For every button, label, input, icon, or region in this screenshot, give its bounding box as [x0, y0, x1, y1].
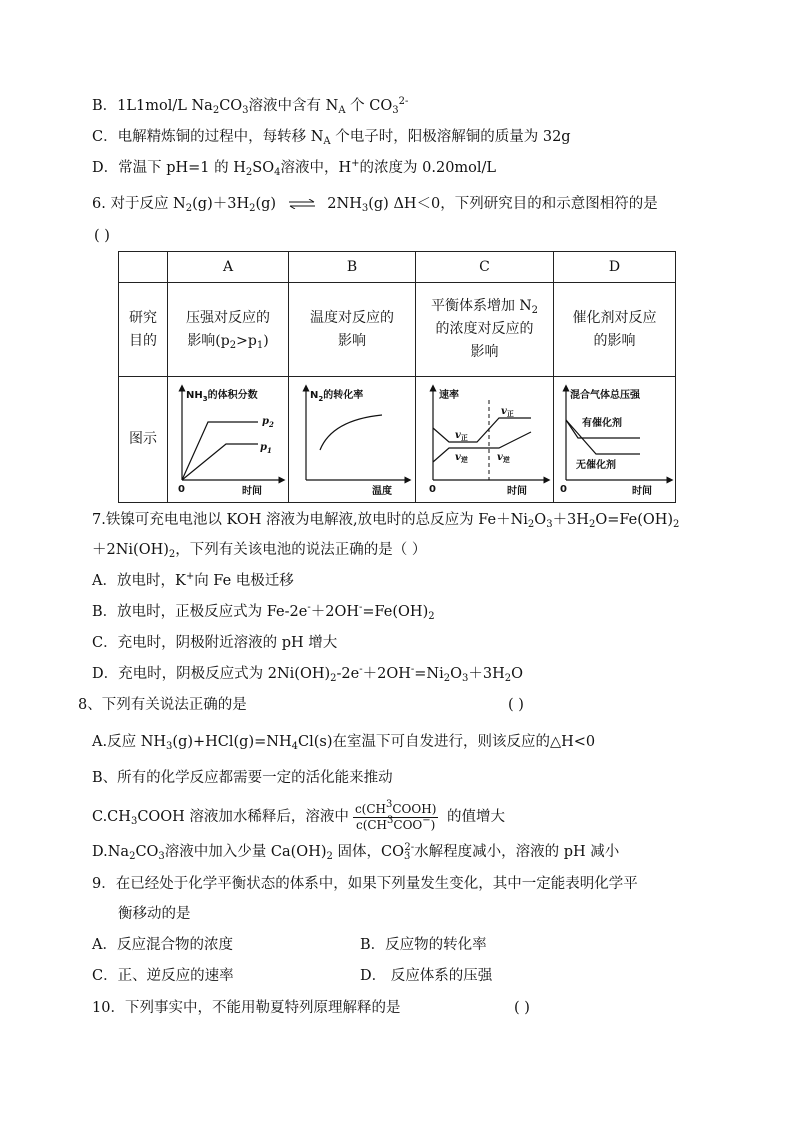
table-header-d: D [554, 252, 676, 283]
purpose-c: 平衡体系增加 $N_2$ 的浓度对反应的 影响 [416, 283, 554, 377]
svg-text:速率: 速率 [438, 389, 459, 401]
q10-answer-paren: ( ) [514, 1000, 530, 1016]
q7-stem-line1: 7.铁镍可充电电池以 KOH 溶液为电解液,放电时的总反应为 $Fe+Ni_2O_3+3H_2O=Fe(OH)_2$ [92, 512, 680, 530]
q9-option-a: A．反应混合物的浓度 [92, 937, 233, 953]
purpose-a: 压强对反应的 影响$(p_2>p_1)$ [168, 283, 289, 377]
figure-c [416, 377, 554, 503]
svg-text:0: 0 [559, 483, 567, 495]
svg-text:v逆: $v_逆$ [496, 451, 510, 464]
q5-option-c: C．电解精炼铜的过程中，每转移 $N_A$ 个电子时，阳极溶解铜的质量为 32g [92, 129, 571, 147]
q9-option-c: C．正、逆反应的速率 [92, 968, 234, 984]
svg-text:0: 0 [178, 483, 185, 495]
q7-option-d: D．充电时，阴极反应式为 $2Ni(OH)_2-2e^-+2OH^-=Ni_2O_3+3H_2O$ [92, 664, 524, 684]
figure-a-graph [170, 380, 286, 500]
q6-answer-paren: ( ) [94, 228, 110, 244]
svg-text:p1: $p_1$ [260, 441, 272, 455]
svg-text:有催化剂: 有催化剂 [581, 417, 622, 429]
svg-text:时间: 时间 [506, 485, 527, 497]
q7-option-c: C．充电时，阴极附近溶液的 pH 增大 [92, 635, 338, 651]
forward-rate-line [433, 418, 531, 442]
q8-option-c: $C.CH_3COOH$ 溶液加水稀释后，溶液中 $\frac{c(CH^3COOH)}{c(CH^3COO^-)}$ 的值增大 [92, 798, 505, 832]
svg-text:无催化剂: 无催化剂 [575, 459, 616, 471]
q8-option-a: A.反应 $NH_3(g)+HCl(g)=NH_4Cl(s)$在室温下可自发进行，则该反应的△H<0 [92, 734, 596, 752]
q9-stem-line1: 9．在已经处于化学平衡状态的体系中，如果下列量发生变化，其中一定能表明化学平 [92, 876, 638, 892]
table-header-c: C [416, 252, 554, 283]
q9-option-d: D． 反应体系的压强 [360, 968, 493, 984]
svg-text:0: 0 [428, 483, 436, 495]
figure-d [554, 377, 676, 503]
purpose-d: 催化剂对反应 的影响 [554, 283, 676, 377]
q5-option-b: B．1L1mol/L $Na_2CO_3$溶液中含有 $N_A$ 个 $CO_3^{2-}$ [92, 96, 409, 116]
q8-answer-paren: ( ) [508, 697, 524, 713]
figure-c-graph [419, 380, 551, 500]
equilibrium-arrow-icon [287, 199, 317, 209]
q7-option-a: A．放电时，K+向 Fe 电极迁移 [92, 571, 294, 589]
conversion-curve [320, 415, 382, 450]
svg-text:混合气体总压强: 混合气体总压强 [569, 389, 640, 401]
figure-b [289, 377, 416, 503]
q8-option-b: B、所有的化学反应都需要一定的活化能来推动 [92, 770, 393, 786]
table-header-blank [119, 252, 168, 283]
q8-option-d: $D.Na_2CO_3$溶液中加入少量 $Ca(OH)_2$ 固体，$CO_3^{2-}$水解程度减小，溶液的 pH 减小 [92, 842, 620, 862]
figure-d-graph [556, 380, 674, 500]
svg-text:温度: 温度 [372, 485, 392, 497]
svg-text:时间: 时间 [242, 485, 262, 497]
table-header-b: B [289, 252, 416, 283]
q10-stem: 10．下列事实中，不能用勒夏特列原理解释的是 [92, 1000, 401, 1016]
svg-text:p2: $p_2$ [262, 415, 274, 429]
q7-option-b: B．放电时，正极反应式为 $Fe-2e^-+2OH^-=Fe(OH)_2$ [92, 602, 435, 622]
q9-stem-line2: 衡移动的是 [118, 906, 191, 922]
svg-text:v正: $v_正$ [454, 429, 468, 442]
curve-p1 [182, 444, 258, 480]
q5-option-d: D．常温下 pH=1 的 $H_2SO_4$溶液中，H+的浓度为 0.20mol/L [92, 158, 497, 178]
purpose-b: 温度对反应的 影响 [289, 283, 416, 377]
row-label-figure: 图示 [119, 377, 168, 503]
q6-stem: 6. 对于反应 $N_2(g)+3H_2(g)$ $2NH_3(g)$ ΔH＜0，下列研究目的和示意图相符的是 [92, 196, 658, 214]
q6-table [118, 251, 676, 503]
row-label-purpose: 研究 目的 [119, 283, 168, 377]
concentration-ratio-fraction: $\frac{c(CH^3COOH)}{c(CH^3COO^-)}$ [354, 798, 437, 832]
svg-text:N2的转化率: $N_2$的转化率 [310, 389, 364, 403]
svg-text:v正: $v_正$ [500, 405, 514, 418]
q8-stem: 8、下列有关说法正确的是 [78, 697, 247, 713]
svg-text:v逆: $v_逆$ [454, 451, 468, 464]
q9-option-b: B．反应物的转化率 [360, 937, 487, 953]
svg-text:NH3的体积分数: $NH_3$的体积分数 [186, 389, 258, 403]
figure-b-graph [292, 380, 412, 500]
q7-stem-line2: $+2Ni(OH)_2$，下列有关该电池的说法正确的是（ ） [92, 542, 427, 560]
table-header-a: A [168, 252, 289, 283]
svg-text:时间: 时间 [631, 485, 652, 497]
figure-a [168, 377, 289, 503]
